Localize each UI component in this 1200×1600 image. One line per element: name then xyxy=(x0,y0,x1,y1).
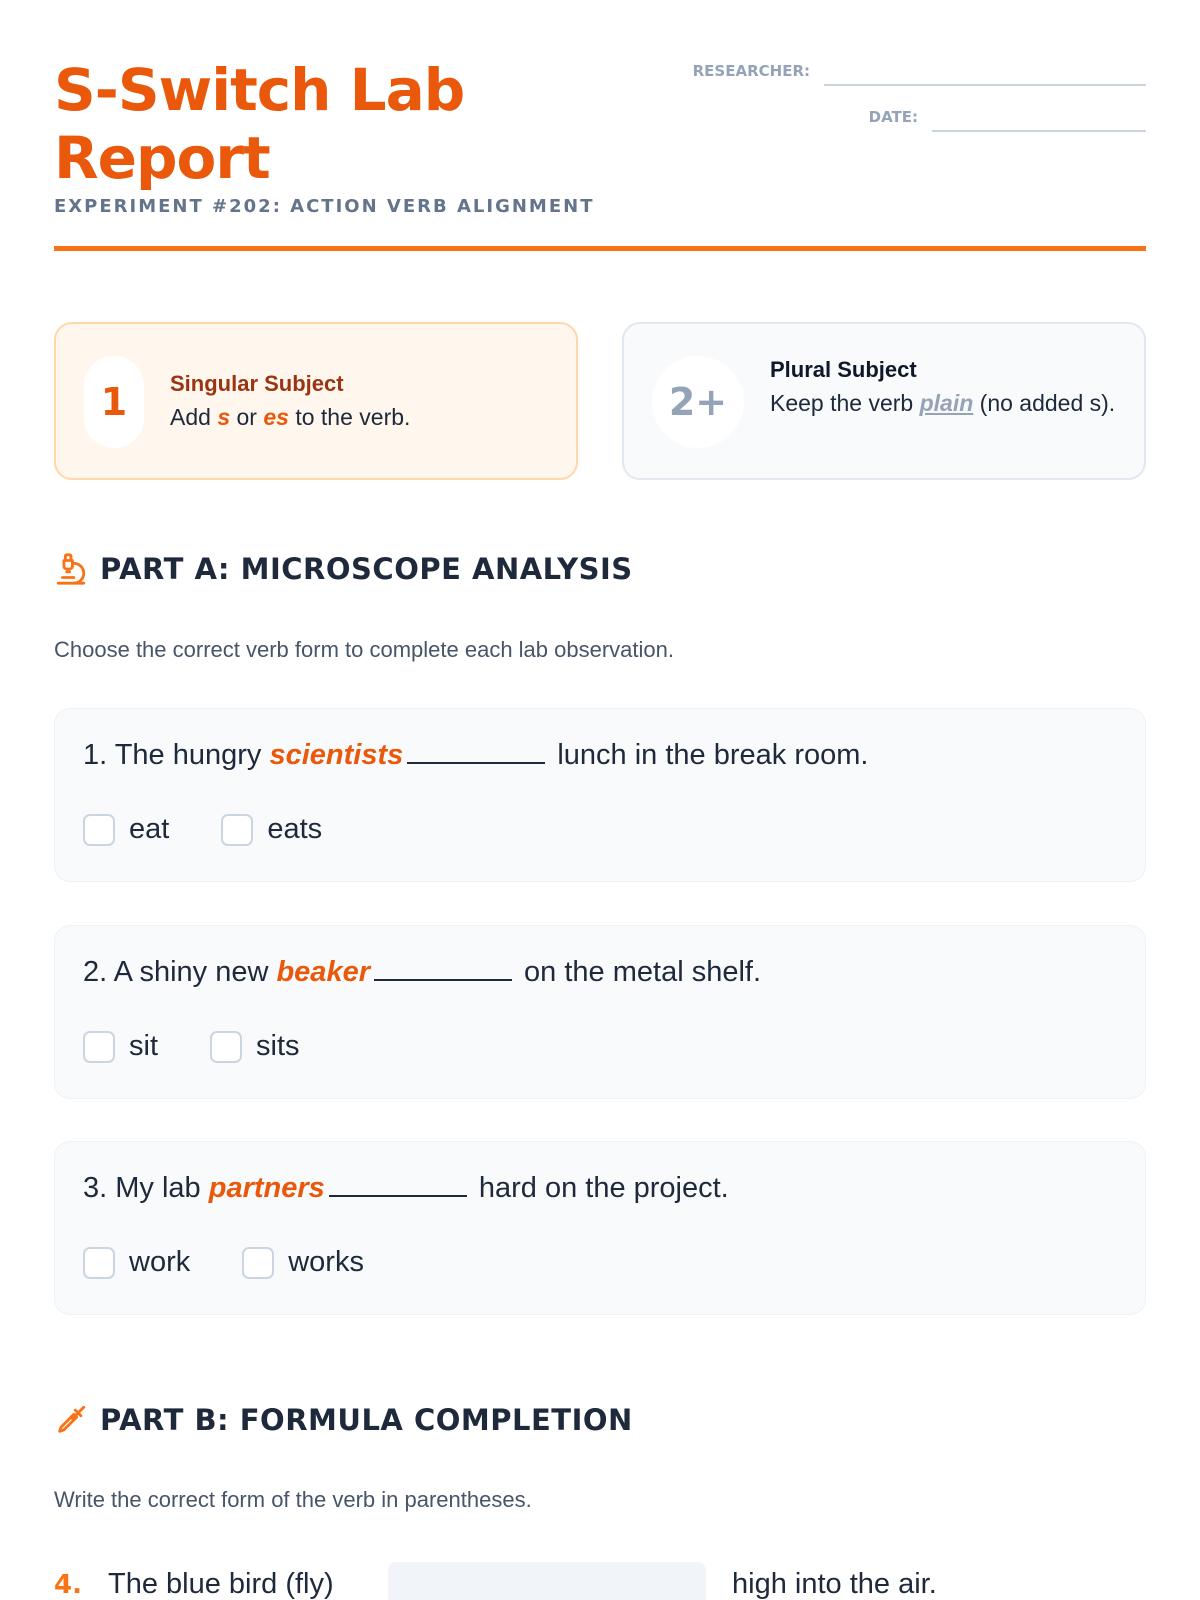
part-a-instructions: Choose the correct verb form to complete each lab observation. xyxy=(54,637,674,662)
item-prefix: The blue bird (fly) xyxy=(108,1568,334,1600)
option-label: sits xyxy=(256,1030,300,1062)
part-b-instructions: Write the correct form of the verb in parentheses. xyxy=(54,1487,532,1512)
question-sentence xyxy=(83,1172,729,1205)
question-prefix: 3. My lab xyxy=(83,1172,201,1204)
checkbox[interactable] xyxy=(210,1031,242,1063)
item-suffix: high into the air. xyxy=(732,1568,937,1600)
item-number: 4. xyxy=(54,1570,82,1600)
question-prefix: 1. The hungry xyxy=(83,739,262,771)
singular-em-es: es xyxy=(263,404,289,430)
option-eats[interactable] xyxy=(221,813,322,846)
option-label: work xyxy=(129,1246,191,1278)
researcher-input-line[interactable] xyxy=(824,60,1146,86)
question-card xyxy=(54,708,1146,882)
question-suffix: on the metal shelf. xyxy=(524,956,762,988)
part-a-title: PART A: MICROSCOPE ANALYSIS xyxy=(100,552,633,586)
page-title: S-Switch Lab Report xyxy=(54,56,465,192)
option-sit[interactable] xyxy=(83,1030,158,1063)
singular-rule-body xyxy=(170,400,550,434)
question-sentence xyxy=(83,739,868,772)
option-sits[interactable] xyxy=(210,1030,300,1063)
answer-options xyxy=(83,1030,352,1063)
answer-input[interactable] xyxy=(388,1562,706,1600)
question-subject: scientists xyxy=(269,739,404,771)
singular-body-suffix: to the verb. xyxy=(295,404,411,430)
checkbox[interactable] xyxy=(83,1247,115,1279)
plural-badge: 2+ xyxy=(652,356,744,448)
part-a-heading xyxy=(54,552,633,586)
question-prefix: 2. A shiny new xyxy=(83,956,269,988)
option-label: eats xyxy=(267,813,323,845)
singular-em-s: s xyxy=(217,404,231,430)
checkbox[interactable] xyxy=(83,1031,115,1063)
checkbox[interactable] xyxy=(83,814,115,846)
plural-rule-card xyxy=(622,322,1146,480)
answer-blank xyxy=(407,740,545,764)
report-header xyxy=(54,56,1146,256)
answer-options xyxy=(83,1246,416,1279)
question-card xyxy=(54,925,1146,1099)
question-suffix: hard on the project. xyxy=(478,1172,729,1204)
fill-in-row xyxy=(54,1562,1146,1600)
checkbox[interactable] xyxy=(221,814,253,846)
experiment-subtitle: EXPERIMENT #202: ACTION VERB ALIGNMENT xyxy=(54,196,595,217)
singular-rule-card xyxy=(54,322,578,480)
checkbox[interactable] xyxy=(242,1247,274,1279)
part-b-title: PART B: FORMULA COMPLETION xyxy=(100,1403,633,1437)
answer-blank xyxy=(329,1173,467,1197)
microscope-icon xyxy=(54,552,88,586)
plural-rule-title: Plural Subject xyxy=(770,357,917,382)
plural-rule-body xyxy=(770,386,1120,420)
plural-body-suffix: (no added s). xyxy=(979,390,1116,416)
singular-body-prefix: Add xyxy=(170,404,211,430)
question-card xyxy=(54,1141,1146,1315)
option-label: sit xyxy=(129,1030,158,1062)
researcher-label: RESEARCHER: xyxy=(692,62,810,80)
date-field xyxy=(869,102,1146,132)
answer-blank xyxy=(374,957,512,981)
question-suffix: lunch in the break room. xyxy=(557,739,869,771)
part-b-heading xyxy=(54,1403,633,1437)
option-label: works xyxy=(288,1246,364,1278)
singular-badge: 1 xyxy=(84,356,144,448)
plural-em-plain: plain xyxy=(919,390,974,416)
singular-body-or: or xyxy=(236,404,257,430)
plural-rule-text xyxy=(770,354,1120,420)
option-work[interactable] xyxy=(83,1246,190,1279)
researcher-field xyxy=(693,56,1146,86)
option-eat[interactable] xyxy=(83,813,169,846)
question-sentence xyxy=(83,956,761,989)
plural-body-prefix: Keep the verb xyxy=(770,390,914,416)
question-subject: beaker xyxy=(276,956,370,988)
singular-rule-text xyxy=(170,368,550,434)
date-input-line[interactable] xyxy=(932,106,1146,132)
option-works[interactable] xyxy=(242,1246,364,1279)
option-label: eat xyxy=(129,813,170,845)
answer-options xyxy=(83,813,374,846)
worksheet-page xyxy=(54,0,1146,1600)
question-subject: partners xyxy=(208,1172,325,1204)
date-label: DATE: xyxy=(868,108,918,126)
pipette-icon xyxy=(54,1403,88,1437)
header-divider xyxy=(54,246,1146,251)
singular-rule-title: Singular Subject xyxy=(170,371,344,396)
